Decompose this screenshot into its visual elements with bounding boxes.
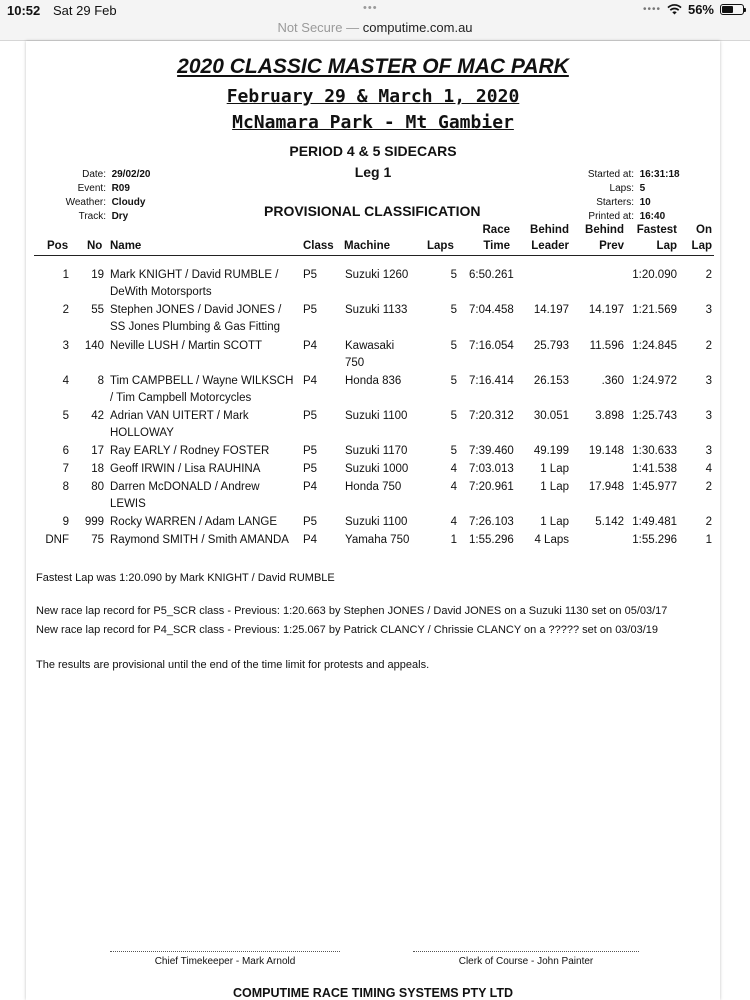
cell-time: 7:16.054 xyxy=(469,340,514,352)
cell-behind-leader: 1 Lap xyxy=(540,481,569,493)
cell-name: / Tim Campbell Motorcycles xyxy=(110,392,252,404)
cell-machine: Suzuki 1133 xyxy=(345,304,408,316)
cell-no: 19 xyxy=(91,269,104,281)
cell-laps: 5 xyxy=(450,304,457,316)
col-behind-prev: Prev xyxy=(599,240,624,252)
cell-class: P4 xyxy=(303,375,318,387)
cell-time: 7:04.458 xyxy=(469,304,514,316)
cell-time: 1:55.296 xyxy=(469,534,514,546)
cell-laps: 4 xyxy=(450,481,457,493)
cell-laps: 4 xyxy=(450,516,457,528)
meta-value: 5 xyxy=(639,183,646,194)
cell-pos: 9 xyxy=(62,516,69,528)
cell-no: 42 xyxy=(91,410,104,422)
cell-on-lap: 4 xyxy=(705,463,712,475)
cell-pos: 1 xyxy=(62,269,69,281)
domain-label: computime.com.au xyxy=(362,20,473,35)
cell-on-lap: 2 xyxy=(705,340,712,352)
cell-on-lap: 3 xyxy=(705,410,712,422)
cell-behind-prev: .360 xyxy=(601,375,624,387)
cell-on-lap: 2 xyxy=(705,516,712,528)
cell-class: P4 xyxy=(303,534,318,546)
cell-pos: 3 xyxy=(62,340,69,352)
cell-behind-leader: 4 Laps xyxy=(534,534,569,546)
cell-fastest: 1:24.972 xyxy=(632,375,677,387)
cell-on-lap: 3 xyxy=(705,304,712,316)
cell-pos: 6 xyxy=(62,445,69,457)
meta-value: R09 xyxy=(111,183,130,194)
cell-fastest: 1:20.090 xyxy=(632,269,677,281)
cell-behind-prev: 5.142 xyxy=(595,516,624,528)
cell-no: 55 xyxy=(91,304,104,316)
cell-machine: Suzuki 1000 xyxy=(345,463,409,475)
cell-name: Rocky WARREN / Adam LANGE xyxy=(110,516,278,528)
record-p4-note: New race lap record for P4_SCR class - Previous: 1:25.067 by Patrick CLANCY / Chrissie CLANCY on a ????? set on 03/03/19 xyxy=(36,624,659,636)
meta-value: 10 xyxy=(639,197,651,208)
cell-machine: Suzuki 1100 xyxy=(345,410,408,422)
chief-timekeeper: Chief Timekeeper - Mark Arnold xyxy=(154,956,296,967)
col-pos: Pos xyxy=(47,240,69,252)
cell-no: 75 xyxy=(91,534,104,546)
cell-behind-prev: 11.596 xyxy=(589,340,624,352)
cell-name: DeWith Motorsports xyxy=(110,286,212,298)
battery-fill xyxy=(722,6,733,13)
cell-name: HOLLOWAY xyxy=(110,427,174,439)
cell-machine: Honda 836 xyxy=(345,375,402,387)
meta-label: Date: xyxy=(82,169,106,180)
col-on-lap: Lap xyxy=(691,240,712,252)
cell-on-lap: 3 xyxy=(705,445,712,457)
cell-class: P4 xyxy=(303,481,318,493)
cell-on-lap: 2 xyxy=(705,269,712,281)
cell-time: 6:50.261 xyxy=(469,269,514,281)
cell-pos: 8 xyxy=(62,481,69,493)
cell-laps: 5 xyxy=(450,340,457,352)
clerk-of-course: Clerk of Course - John Painter xyxy=(458,956,594,967)
col-behind-leader-top: Behind xyxy=(530,224,569,236)
cell-class: P5 xyxy=(303,516,318,528)
cell-behind-leader: 30.051 xyxy=(533,410,569,422)
meta-label: Track: xyxy=(78,211,106,222)
cell-pos: 5 xyxy=(62,410,69,422)
cell-name: Ray EARLY / Rodney FOSTER xyxy=(110,445,270,457)
cell-name: Mark KNIGHT / David RUMBLE / xyxy=(110,269,279,281)
cell-laps: 5 xyxy=(450,410,457,422)
footer-company: COMPUTIME RACE TIMING SYSTEMS PTY LTD xyxy=(232,986,514,1000)
clock: 10:52 xyxy=(7,3,41,18)
cell-behind-leader: 26.153 xyxy=(533,375,569,387)
cell-machine: Suzuki 1170 xyxy=(345,445,408,457)
cell-machine: Kawasaki xyxy=(345,340,395,352)
event-venue: McNamara Park - Mt Gambier xyxy=(232,112,514,133)
col-machine: Machine xyxy=(344,240,391,252)
cell-on-lap: 1 xyxy=(705,534,712,546)
signature-line-left xyxy=(110,951,340,952)
cell-laps: 5 xyxy=(450,445,457,457)
cellular-dots-icon: •••• xyxy=(642,4,661,15)
ios-status-bar xyxy=(0,0,750,41)
address-bar[interactable] xyxy=(0,20,750,35)
meta-label: Started at: xyxy=(587,169,634,180)
cell-fastest: 1:45.977 xyxy=(632,481,677,493)
meta-value: Dry xyxy=(111,211,129,222)
col-no: No xyxy=(87,240,103,252)
col-fastest-lap: Lap xyxy=(656,240,677,252)
meta-label: Laps: xyxy=(609,183,634,194)
cell-fastest: 1:25.743 xyxy=(632,410,677,422)
col-on-top: On xyxy=(696,224,712,236)
cell-machine: Suzuki 1260 xyxy=(345,269,409,281)
cell-fastest: 1:41.538 xyxy=(632,463,677,475)
meta-value: Cloudy xyxy=(111,197,146,208)
cell-no: 140 xyxy=(84,340,104,352)
cell-laps: 5 xyxy=(450,375,457,387)
cell-time: 7:26.103 xyxy=(469,516,514,528)
meta-left xyxy=(48,168,151,224)
cell-name: LEWIS xyxy=(110,498,146,510)
cell-no: 17 xyxy=(91,445,104,457)
cell-behind-leader: 1 Lap xyxy=(540,463,569,475)
col-fastest-top: Fastest xyxy=(636,224,677,236)
col-name: Name xyxy=(110,240,142,252)
cell-machine: Yamaha 750 xyxy=(345,534,410,546)
cell-class: P5 xyxy=(303,445,318,457)
battery-icon xyxy=(720,4,744,15)
event-title: 2020 CLASSIC MASTER OF MAC PARK xyxy=(177,55,569,78)
multitask-dots-icon[interactable]: ••• xyxy=(363,2,378,14)
classification-heading: PROVISIONAL CLASSIFICATION xyxy=(264,203,481,219)
date: Sat 29 Feb xyxy=(53,3,117,18)
header-divider xyxy=(34,255,714,256)
cell-fastest: 1:21.569 xyxy=(632,304,677,316)
cell-no: 8 xyxy=(97,375,104,387)
cell-behind-prev: 3.898 xyxy=(595,410,624,422)
cell-machine: Honda 750 xyxy=(345,481,402,493)
meta-label: Event: xyxy=(77,183,106,194)
meta-label: Starters: xyxy=(596,197,634,208)
cell-name: Darren McDONALD / Andrew xyxy=(110,481,260,493)
not-secure-label: Not Secure — xyxy=(277,20,360,35)
cell-fastest: 1:55.296 xyxy=(632,534,677,546)
cell-name: SS Jones Plumbing & Gas Fitting xyxy=(110,321,281,333)
fastest-lap-note: Fastest Lap was 1:20.090 by Mark KNIGHT / David RUMBLE xyxy=(36,572,335,584)
meta-label: Printed at: xyxy=(588,211,634,222)
cell-class: P5 xyxy=(303,410,318,422)
cell-class: P5 xyxy=(303,463,318,475)
cell-class: P5 xyxy=(303,269,318,281)
leg-label: Leg 1 xyxy=(354,164,392,180)
cell-behind-prev: 19.148 xyxy=(588,445,624,457)
results-sheet xyxy=(26,41,720,1000)
meta-value: 16:40 xyxy=(639,211,666,222)
col-race: Race xyxy=(482,224,510,236)
col-behind-prev-top: Behind xyxy=(585,224,624,236)
cell-behind-leader: 14.197 xyxy=(533,304,569,316)
cell-behind-leader: 49.199 xyxy=(533,445,569,457)
cell-fastest: 1:49.481 xyxy=(632,516,677,528)
cell-name: Geoff IRWIN / Lisa RAUHINA xyxy=(110,463,261,475)
cell-class: P5 xyxy=(303,304,318,316)
signature-line-right xyxy=(413,951,639,952)
cell-behind-prev: 17.948 xyxy=(588,481,624,493)
provisional-note: The results are provisional until the end of the time limit for protests and appeals. xyxy=(36,659,430,671)
col-behind-leader: Leader xyxy=(531,240,569,252)
race-name: PERIOD 4 & 5 SIDECARS xyxy=(289,143,457,159)
record-p5-note: New race lap record for P5_SCR class - Previous: 1:20.663 by Stephen JONES / David JONES on a Suzuki 1130 set on 05/03/17 xyxy=(36,605,668,617)
cell-no: 80 xyxy=(91,481,104,493)
col-laps: Laps xyxy=(427,240,454,252)
cell-time: 7:03.013 xyxy=(469,463,514,475)
col-time: Time xyxy=(483,240,510,252)
cell-time: 7:16.414 xyxy=(469,375,514,387)
cell-machine: Suzuki 1100 xyxy=(345,516,408,528)
meta-right xyxy=(566,168,680,224)
cell-name: Raymond SMITH / Smith AMANDA xyxy=(110,534,289,546)
cell-behind-leader: 1 Lap xyxy=(540,516,569,528)
cell-on-lap: 2 xyxy=(705,481,712,493)
event-dates: February 29 & March 1, 2020 xyxy=(226,86,520,107)
cell-class: P4 xyxy=(303,340,318,352)
status-icons xyxy=(643,2,744,17)
cell-pos: 4 xyxy=(62,375,69,387)
cell-laps: 4 xyxy=(450,463,457,475)
cell-fastest: 1:30.633 xyxy=(632,445,677,457)
cell-name: Adrian VAN UITERT / Mark xyxy=(110,410,249,422)
cell-laps: 5 xyxy=(450,269,457,281)
cell-behind-leader: 25.793 xyxy=(533,340,569,352)
cell-time: 7:20.961 xyxy=(469,481,514,493)
cell-pos: 2 xyxy=(62,304,69,316)
meta-value: 29/02/20 xyxy=(111,169,151,180)
cell-no: 18 xyxy=(91,463,104,475)
meta-value: 16:31:18 xyxy=(639,169,680,180)
cell-pos: 7 xyxy=(62,463,69,475)
cell-time: 7:39.460 xyxy=(469,445,514,457)
col-class: Class xyxy=(303,240,334,252)
wifi-icon xyxy=(667,4,682,15)
cell-machine: 750 xyxy=(345,357,365,369)
meta-label: Weather: xyxy=(65,197,106,208)
cell-behind-prev: 14.197 xyxy=(588,304,624,316)
cell-name: Tim CAMPBELL / Wayne WILKSCH xyxy=(110,375,294,387)
cell-on-lap: 3 xyxy=(705,375,712,387)
cell-laps: 1 xyxy=(450,534,457,546)
cell-time: 7:20.312 xyxy=(469,410,514,422)
cell-pos: DNF xyxy=(45,534,69,546)
cell-no: 999 xyxy=(84,516,104,528)
cell-name: Stephen JONES / David JONES / xyxy=(110,304,282,316)
battery-percent: 56% xyxy=(687,2,714,17)
cell-fastest: 1:24.845 xyxy=(632,340,677,352)
cell-name: Neville LUSH / Martin SCOTT xyxy=(110,340,263,352)
